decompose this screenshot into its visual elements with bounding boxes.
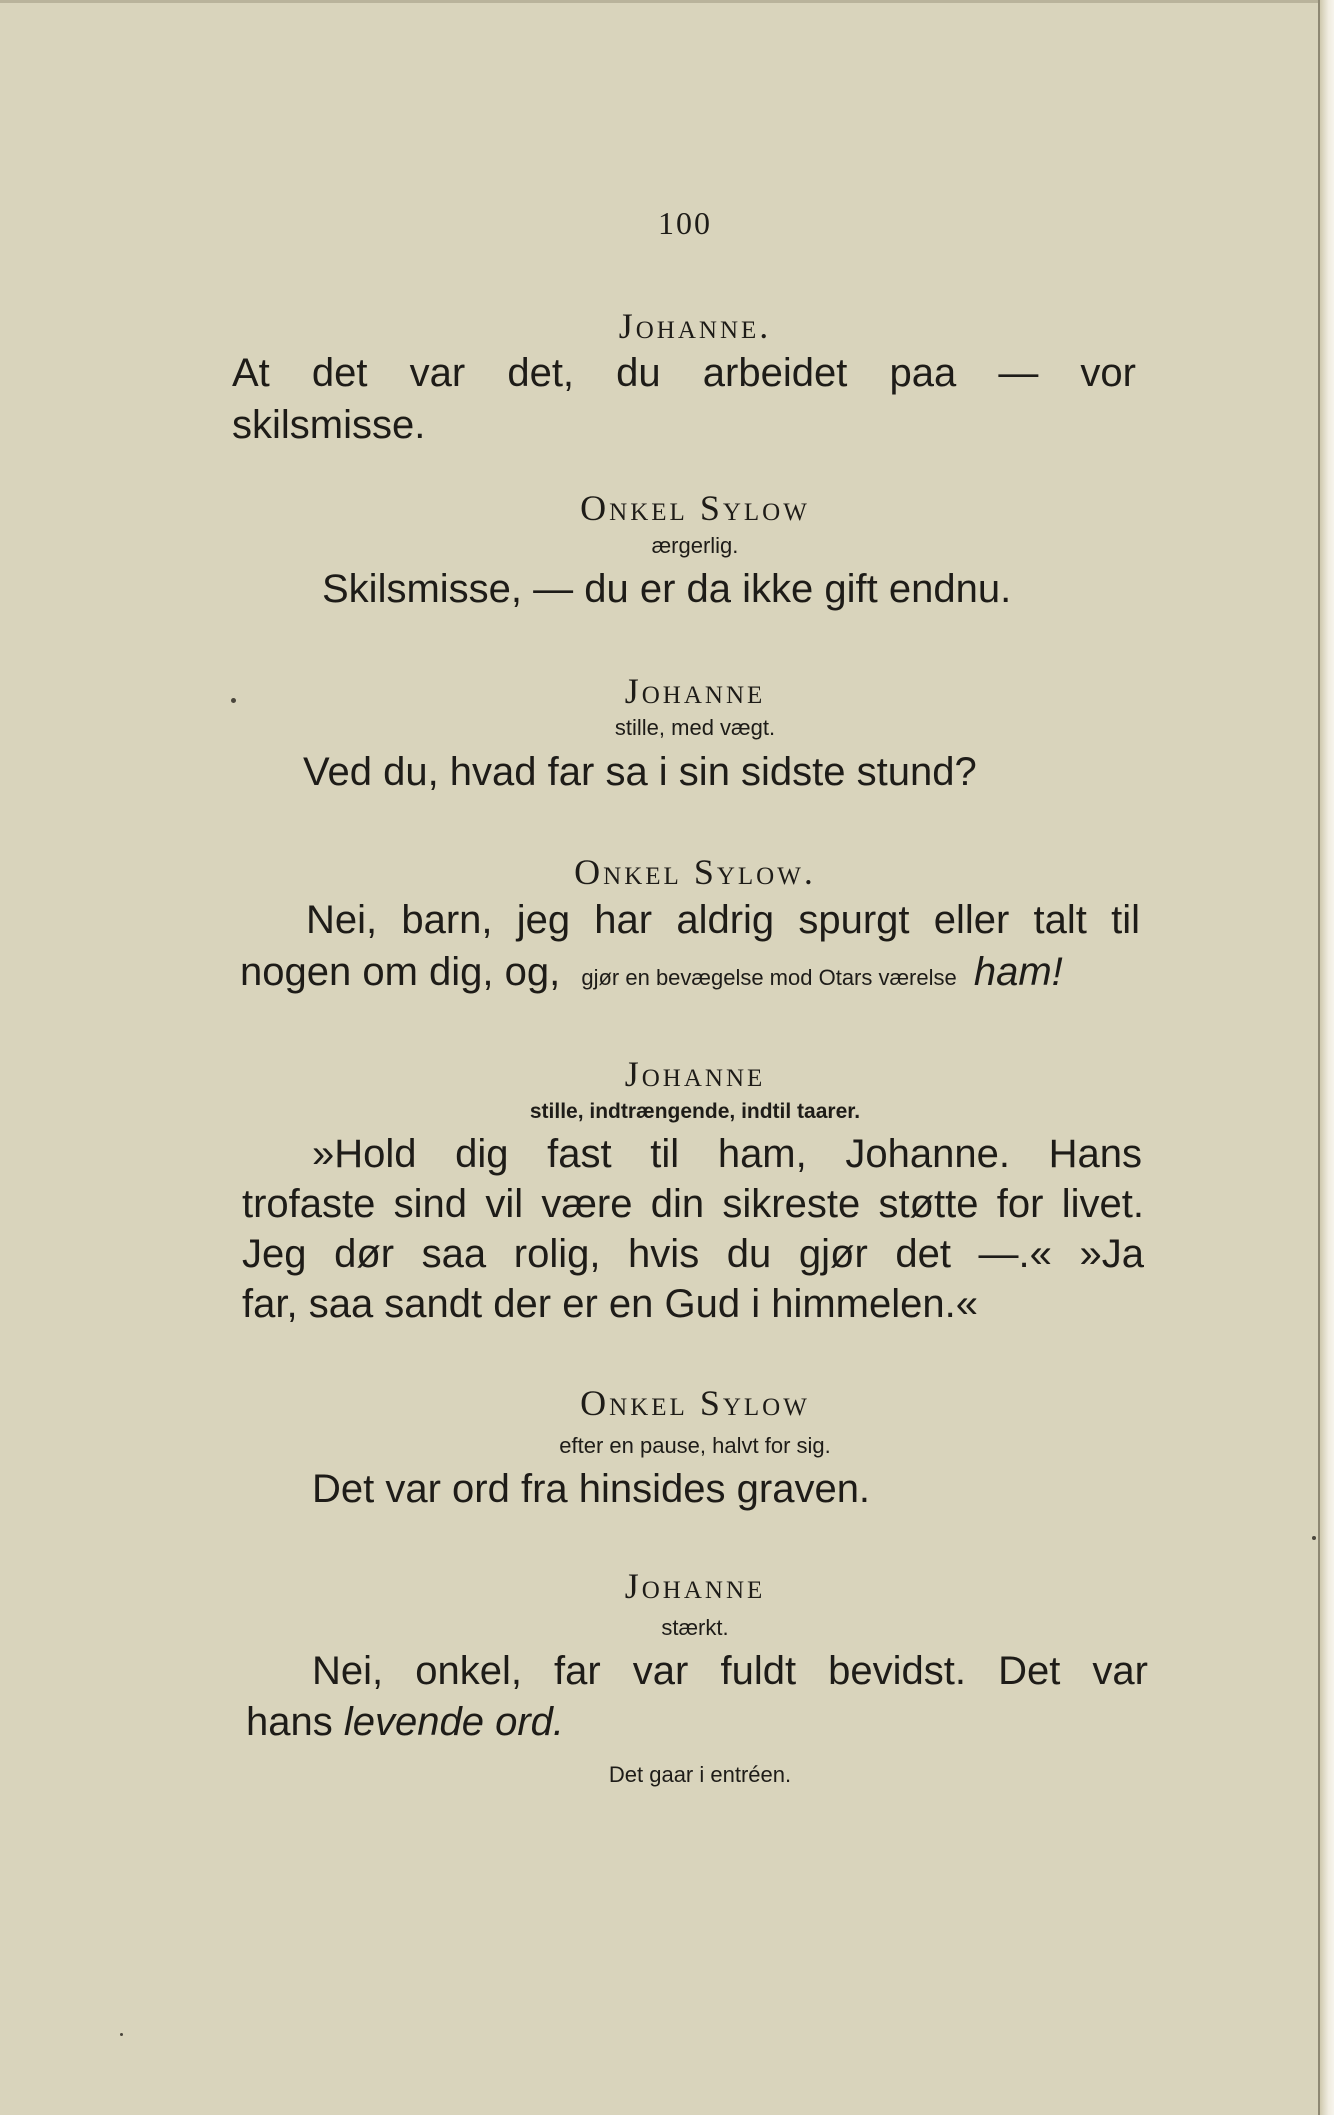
page-number: 100 [658,205,712,241]
dialogue-line-mixed [246,1698,1146,1746]
page-top-edge [0,0,1334,3]
dialogue-line: »Hold dig fast til ham, Johanne. Hans [312,1132,1142,1176]
dialogue-line: Nei, barn, jeg har aldrig spurgt eller talt til [306,898,1140,942]
scan-speck [120,2033,123,2036]
dialogue-line-mixed [240,948,1140,1002]
speaker-name: Onkel Sylow [580,1383,810,1423]
stage-direction: stærkt. [661,1615,729,1640]
speaker-name: Johanne [624,671,766,711]
dialogue-line: far, saa sandt der er en Gud i himmelen.« [242,1282,978,1326]
dialogue-line: Jeg dør saa rolig, hvis du gjør det —.« »Ja [242,1232,1144,1276]
line-text-italic: levende ord. [343,1700,565,1744]
dialogue-line: trofaste sind vil være din sikreste støtte for livet. [242,1182,1144,1226]
line-text-italic: ham! [973,950,1063,994]
dialogue-line: skilsmisse. [232,403,426,447]
speaker-name: Johanne. [618,306,772,346]
line-text: nogen om dig, og, [240,950,561,994]
line-text: hans [246,1700,333,1744]
speaker-name: Onkel Sylow [580,488,810,528]
closing-stage-direction: Det gaar i entréen. [608,1762,792,1787]
inline-stage-direction: gjør en bevægelse mod Otars værelse [581,965,957,990]
dialogue-line: At det var det, du arbeidet paa — vor [232,351,1136,395]
stage-direction: efter en pause, halvt for sig. [559,1433,831,1458]
scan-speck [1312,1536,1316,1540]
speaker-name: Onkel Sylow. [574,852,816,892]
dialogue-line: Nei, onkel, far var fuldt bevidst. Det var [312,1649,1148,1693]
dialogue-line: Ved du, hvad far sa i sin sidste stund? [303,750,977,794]
dialogue-line: Det var ord fra hinsides graven. [312,1467,871,1511]
stage-direction: stille, med vægt. [614,715,776,740]
speaker-name: Johanne [624,1054,766,1094]
scan-speck [231,698,236,703]
stage-direction: ærgerlig. [651,533,739,558]
speaker-name: Johanne [624,1566,766,1606]
dialogue-line: Skilsmisse, — du er da ikke gift endnu. [322,567,1012,611]
stage-direction: stille, indtrængende, indtil taarer. [529,1100,861,1123]
